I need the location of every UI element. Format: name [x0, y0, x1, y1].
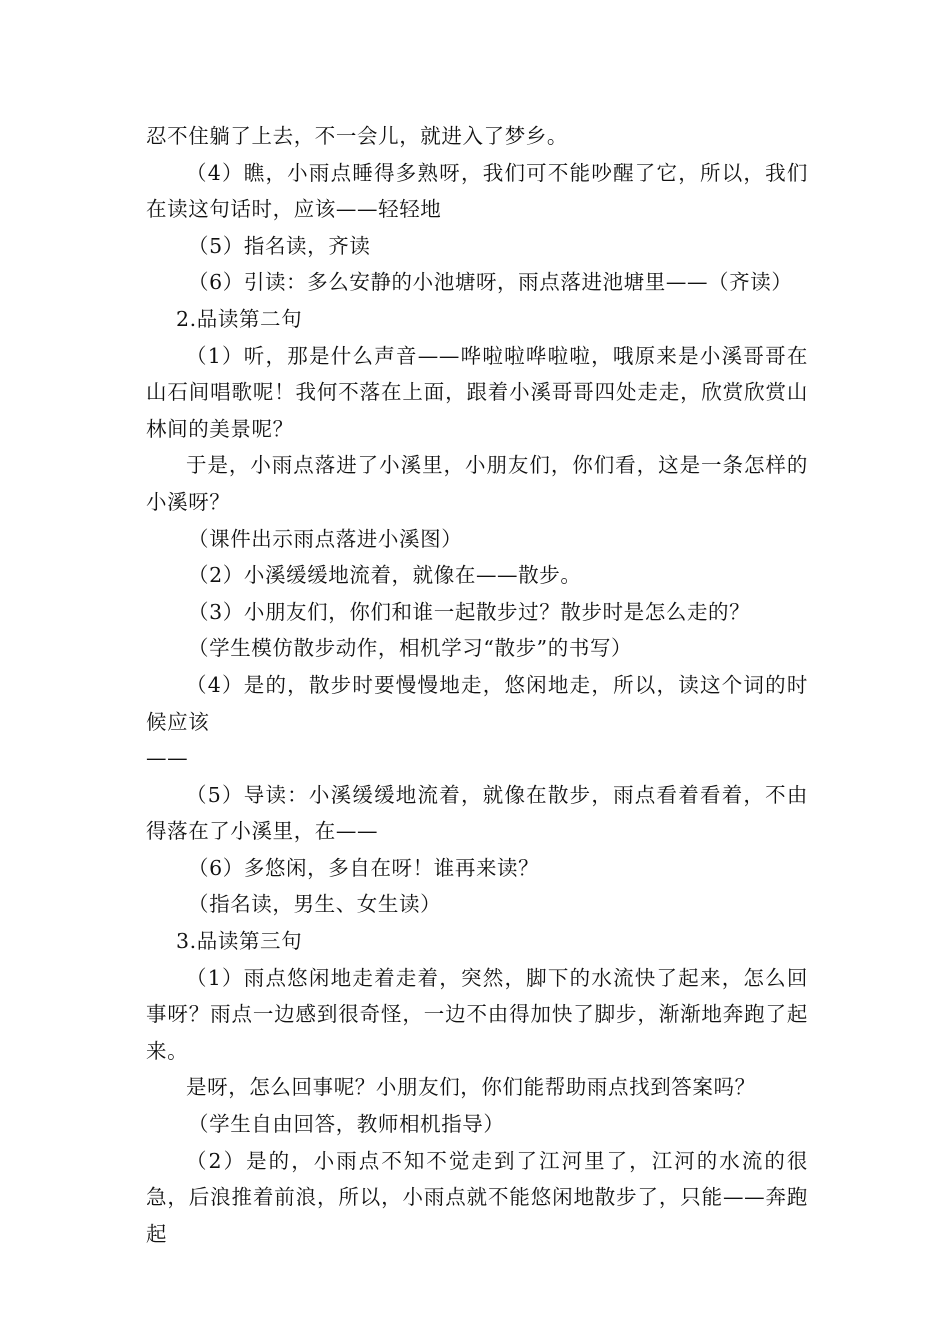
- paragraph: （4）是的，散步时要慢慢地走，悠闲地走，所以，读这个词的时候应该: [146, 672, 808, 734]
- section-heading: 3.品读第三句: [176, 929, 303, 954]
- paragraph: （3）小朋友们，你们和谁一起散步过？散步时是怎么走的？: [188, 599, 751, 624]
- paragraph: 于是，小雨点落进了小溪里，小朋友们，你们看，这是一条怎样的小溪呀？: [146, 453, 808, 514]
- paragraph: （5）导读：小溪缓缓地流着，就像在散步，雨点看着看着，不由得落在了小溪里，在——: [146, 782, 808, 844]
- paragraph: （学生自由回答，教师相机指导）: [188, 1112, 505, 1137]
- paragraph: （6）引读：多么安静的小池塘呀，雨点落进池塘里——（齐读）: [188, 270, 793, 295]
- paragraph: （6）多悠闲，多自在呀！谁再来读？: [188, 855, 540, 880]
- paragraph: （课件出示雨点落进小溪图）: [188, 526, 463, 551]
- paragraph: （2）小溪缓缓地流着，就像在——散步。: [188, 563, 582, 588]
- paragraph: （1）雨点悠闲地走着走着，突然，脚下的水流快了起来，怎么回事呀？雨点一边感到很奇怪，一边不由得加快了脚步，渐渐地奔跑了起来。: [146, 965, 808, 1063]
- paragraph: （2）是的，小雨点不知不觉走到了江河里了，江河的水流的很急，后浪推着前浪，所以，小雨点就不能悠闲地散步了，只能——奔跑起: [146, 1148, 808, 1246]
- paragraph: （4）瞧，小雨点睡得多熟呀，我们可不能吵醒了它，所以，我们在读这句话时，应该——轻轻地: [146, 160, 808, 222]
- paragraph: 是呀，怎么回事呢？小朋友们，你们能帮助雨点找到答案吗？: [186, 1075, 756, 1100]
- paragraph: 忍不住躺了上去，不一会儿，就进入了梦乡。: [146, 124, 568, 148]
- paragraph: （5）指名读，齐读: [188, 233, 371, 258]
- paragraph: （1）听，那是什么声音——哗啦啦哗啦啦，哦原来是小溪哥哥在山石间唱歌呢！我何不落在上面，跟着小溪哥哥四处走走，欣赏欣赏山林间的美景呢？: [146, 343, 808, 441]
- paragraph: （指名读，男生、女生读）: [188, 892, 442, 917]
- section-heading: 2.品读第二句: [176, 306, 303, 331]
- paragraph: （学生模仿散步动作，相机学习“散步”的书写）: [188, 636, 633, 661]
- document-body: [146, 118, 808, 1252]
- dash-line: ——: [146, 746, 189, 771]
